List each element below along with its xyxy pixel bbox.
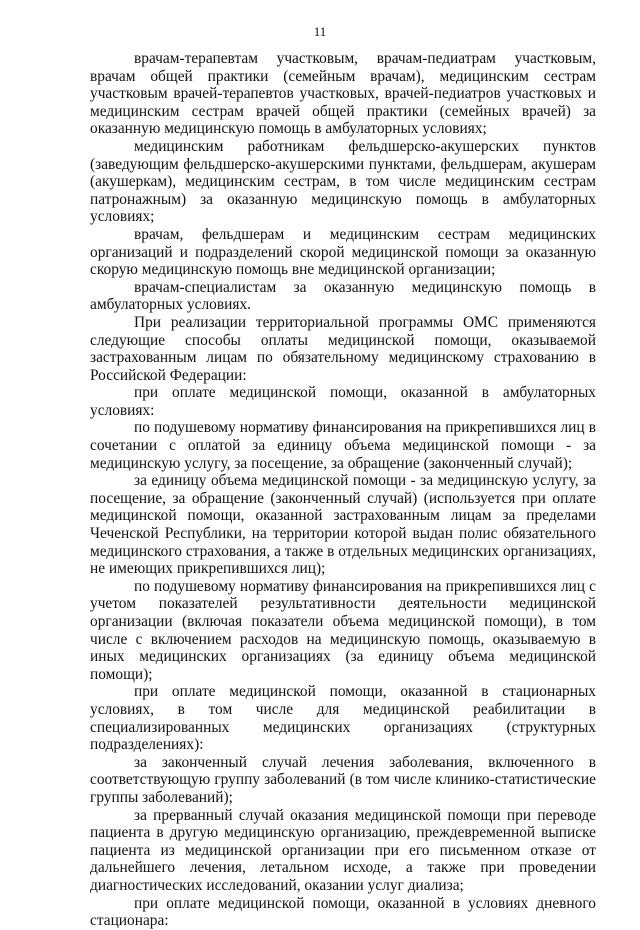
paragraph: при оплате медицинской помощи, оказанной в амбулаторных условиях: bbox=[90, 384, 596, 419]
paragraph: врачам, фельдшерам и медицинским сестрам медицинских организаций и подразделений скорой медицинской помощи за оказанную скорую медицинскую помощь вне медицинской организации; bbox=[90, 225, 596, 279]
paragraph: за прерванный случай оказания медицинской помощи при переводе пациента в другую медицинскую организацию, преждевременной выписке пациента из медицинской организации при его письменном отказе от дальнейшего лечения, летальном исходе, а также при проведении диагностических исследований, оказании услуг диализа; bbox=[90, 806, 596, 894]
paragraph: врачам-терапевтам участковым, врачам-педиатрам участковым, врачам общей практики (семейным врачам), медицинским сестрам участковым врачей-терапевтов участковых, врачей-педиатров участковых и медицинским сестрам врачей общей практики (семейных врачей) за оказанную медицинскую помощь в амбулаторных условиях; bbox=[90, 50, 596, 138]
paragraph: по подушевому нормативу финансирования на прикрепившихся лиц с учетом показателей результативности деятельности медицинской организации (включая показатели объема медицинской помощи), в том числе с включением расходов на медицинскую помощь, оказываемую в иных медицинских организациях (за единицу объема медицинской помощи); bbox=[90, 577, 596, 683]
paragraph: При реализации территориальной программы ОМС применяются следующие способы оплаты медицинской помощи, оказываемой застрахованным лицам по обязательному медицинскому страхованию в Российской Федерации: bbox=[90, 313, 596, 384]
document-body bbox=[90, 50, 596, 930]
paragraph: при оплате медицинской помощи, оказанной в условиях дневного стационара: bbox=[90, 894, 596, 930]
page-number: 11 bbox=[313, 24, 327, 39]
paragraph: за законченный случай лечения заболевания, включенного в соответствующую группу заболеваний (в том числе клинико-статистические группы заболеваний); bbox=[90, 753, 596, 806]
paragraph: медицинским работникам фельдшерско-акушерских пунктов (заведующим фельдшерско-акушерскими пунктами, фельдшерам, акушерам (акушеркам), медицинским сестрам, в том числе медицинским сестрам патронажным) за оказанную медицинскую помощь в амбулаторных условиях; bbox=[90, 137, 596, 226]
paragraph: при оплате медицинской помощи, оказанной в стационарных условиях, в том числе для медицинской реабилитации в специализированных медицинских организациях (структурных подразделениях): bbox=[90, 683, 596, 754]
paragraph: по подушевому нормативу финансирования на прикрепившихся лиц в сочетании с оплатой за единицу объема медицинской помощи - за медицинскую услугу, за посещение, за обращение (законченный случай); bbox=[90, 419, 596, 472]
paragraph: за единицу объема медицинской помощи - за медицинскую услугу, за посещение, за обращение (законченный случай) (используется при оплате медицинской помощи, оказанной застрахованным лицам за пределами Чеченской Республики, на территории которой выдан полис обязательного медицинского страхования, а также в отдельных медицинских организациях, не имеющих прикрепившихся лиц); bbox=[90, 472, 596, 578]
paragraph: врачам-специалистам за оказанную медицинскую помощь в амбулаторных условиях. bbox=[90, 278, 596, 314]
